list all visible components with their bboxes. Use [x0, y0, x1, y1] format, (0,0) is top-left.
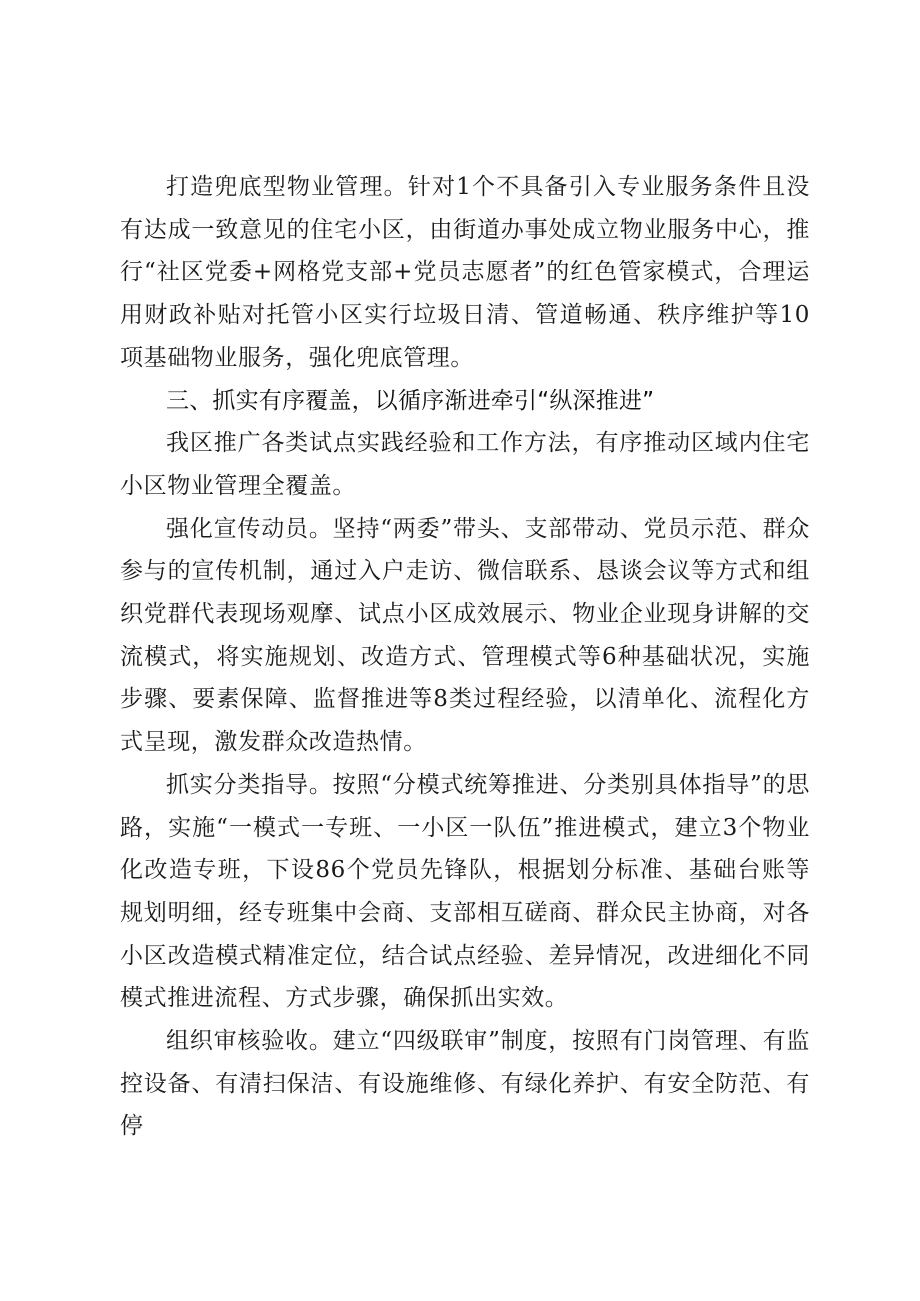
- paragraph-classified-guidance: 抓实分类指导。按照“分模式统筹推进、分类别具体指导”的思路，实施“一模式一专班、一小区一队伍”推进模式，建立3个物业化改造专班，下设86个党员先锋队，根据划分标准、基础台账等规划明细，经专班集中会商、支部相互磋商、群众民主协商，对各小区改造模式精准定位，结合试点经验、差异情况，改进细化不同模式推进流程、方式步骤，确保抓出实效。: [120, 771, 810, 1012]
- paragraph-review-acceptance: 组织审核验收。建立“四级联审”制度，按照有门岗管理、有监控设备、有清扫保洁、有设施维修、有绿化养护、有安全防范、有停: [120, 1028, 810, 1140]
- section-heading-three: 三、抓实有序覆盖，以循序渐进牵引“纵深推进”: [166, 387, 655, 414]
- paragraph-publicity-mobilization: 强化宣传动员。坚持“两委”带头、支部带动、党员示范、群众参与的宣传机制，通过入户走访、微信联系、恳谈会议等方式和组织党群代表现场观摩、试点小区成效展示、物业企业现身讲解的交流模式，将实施规划、改造方式、管理模式等6种基础状况，实施步骤、要素保障、监督推进等8类过程经验，以清单化、流程化方式呈现，激发群众改造热情。: [120, 515, 810, 756]
- document-body: [120, 166, 810, 1148]
- paragraph-section-intro: 我区推广各类试点实践经验和工作方法，有序推动区域内住宅小区物业管理全覆盖。: [120, 430, 810, 499]
- paragraph-fallback-property-management: 打造兜底型物业管理。针对1个不具备引入专业服务条件且没有达成一致意见的住宅小区，由街道办事处成立物业服务中心，推行“社区党委+网格党支部+党员志愿者”的红色管家模式，合理运用财政补贴对托管小区实行垃圾日清、管道畅通、秩序维护等10项基础物业服务，强化兜底管理。: [120, 174, 810, 371]
